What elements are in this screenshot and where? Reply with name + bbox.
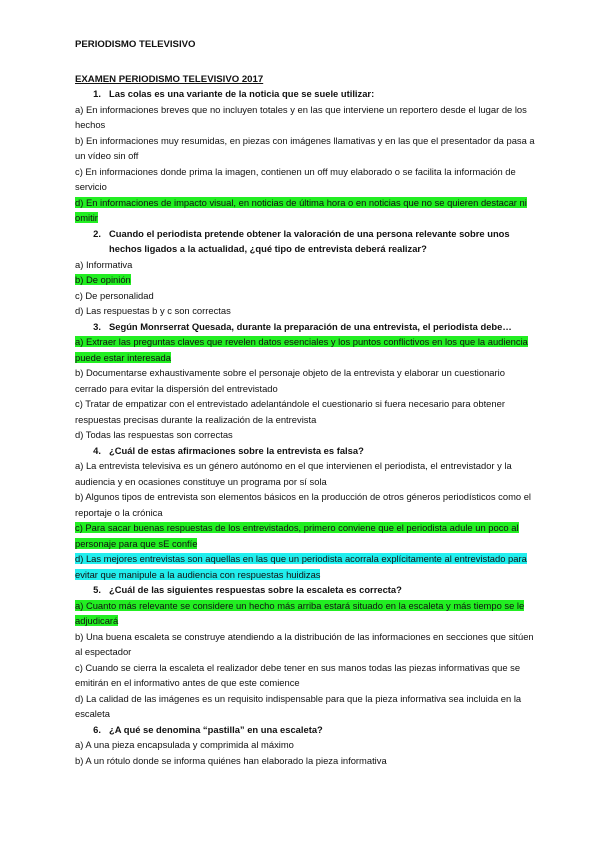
question-number: 6. [93, 723, 101, 735]
answer-option-highlighted: d) En informaciones de impacto visual, en noticias de última hora o en noticias que no se quieren destacar ni omitir [75, 196, 527, 223]
question-number: 2. [93, 227, 101, 239]
answer-option: c) De personalidad [75, 289, 154, 301]
question-number: 5. [93, 584, 101, 595]
answer-option: a) En informaciones breves que no incluyen totales y en las que interviene un reportero desde el lugar de los hechos [75, 103, 527, 130]
question-number: 3. [93, 320, 101, 332]
answer-option: c) Tratar de empatizar con el entrevistado adelantándole el cuestionario si fuera necesario para obtener respuestas precisas durante la realización de la entrevista [75, 398, 505, 425]
answer-option-highlighted: a) Cuanto más relevante se considere un hecho más arriba estará situado en la escaleta y más tiempo se le adjudicará [75, 599, 525, 626]
answer-option: d) Las respuestas b y c son correctas [75, 305, 231, 316]
exam-title: EXAMEN PERIODISMO TELEVISIVO 2017 [75, 74, 264, 85]
question-5 [75, 582, 535, 598]
answer-option: c) En informaciones donde prima la imagen, contienen un off muy elaborado o se facilita la información de servicio [75, 165, 516, 192]
answer-option: d) La calidad de las imágenes es un requisito indispensable para que la pieza informativa sea incluida en la escaleta [75, 692, 522, 719]
answer-option: b) Una buena escaleta se construye atendiendo a la distribución de las informaciones en secciones que sitúen al espectador [75, 630, 534, 657]
answer-option-highlighted: c) Para sacar buenas respuestas de los entrevistados, primero conviene que el periodista adule un poco al personaje para que sE confíe [75, 522, 519, 549]
exam-content [75, 86, 535, 768]
answer-option-highlighted: b) De opinión [75, 274, 131, 285]
answer-option: b) Algunos tipos de entrevista son elementos básicos en la producción de otros géneros periodísticos como el reportaje o la crónica [75, 491, 531, 518]
question-text: ¿A qué se denomina “pastilla” en una escaleta? [109, 723, 323, 735]
answer-option: b) A un rótulo donde se informa quiénes han elaborado la pieza informativa [75, 754, 387, 766]
answer-option: b) Documentarse exhaustivamente sobre el personaje objeto de la entrevista y elaborar un cuestionario cerrado para evitar la dispersión del entrevistado [75, 367, 505, 394]
question-6 [75, 722, 535, 738]
question-4 [75, 443, 535, 459]
answer-option: a) Informativa [75, 258, 133, 270]
question-text: Según Monrserrat Quesada, durante la preparación de una entrevista, el periodista debe… [109, 320, 512, 332]
question-text: ¿Cuál de las siguientes respuestas sobre la escaleta es correcta? [109, 584, 402, 595]
question-text: Cuando el periodista pretende obtener la valoración de una persona relevante sobre unos hechos ligados a la actualidad, ¿qué tipo de entrevista deberá realizar? [109, 227, 510, 254]
question-text: Las colas es una variante de la noticia que se suele utilizar: [109, 88, 375, 99]
document-header-title: PERIODISMO TELEVISIVO [75, 39, 196, 50]
answer-option: d) Todas las respuestas son correctas [75, 429, 233, 440]
question-text: ¿Cuál de estas afirmaciones sobre la entrevista es falsa? [109, 444, 364, 456]
answer-option: a) La entrevista televisiva es un género autónomo en el que intervienen el periodista, el entrevistador y la audiencia y en ocasiones constituye un programa por sí sola [75, 460, 512, 487]
question-number: 1. [93, 88, 101, 99]
answer-option: c) Cuando se cierra la escaleta el realizador debe tener en sus manos todas las piezas informativas que se emitirán en el informativo antes de que este comience [75, 661, 521, 688]
answer-option: a) A una pieza encapsulada y comprimida al máximo [75, 739, 294, 750]
question-number: 4. [93, 444, 101, 456]
question-2 [75, 226, 535, 257]
question-3 [75, 319, 535, 335]
answer-option-highlighted: a) Extraer las preguntas claves que revelen datos esenciales y los puntos conflictivos en los que la audiencia puede estar interesada [75, 336, 528, 363]
question-1 [75, 86, 535, 102]
answer-option: b) En informaciones muy resumidas, en piezas con imágenes llamativas y en las que el presentador da pasa a un vídeo sin off [75, 134, 535, 161]
answer-option-highlighted-alt: d) Las mejores entrevistas son aquellas en las que un periodista acorrala explícitamente al entrevistado para evitar que manipule a la audiencia con respuestas huidizas [75, 553, 527, 580]
